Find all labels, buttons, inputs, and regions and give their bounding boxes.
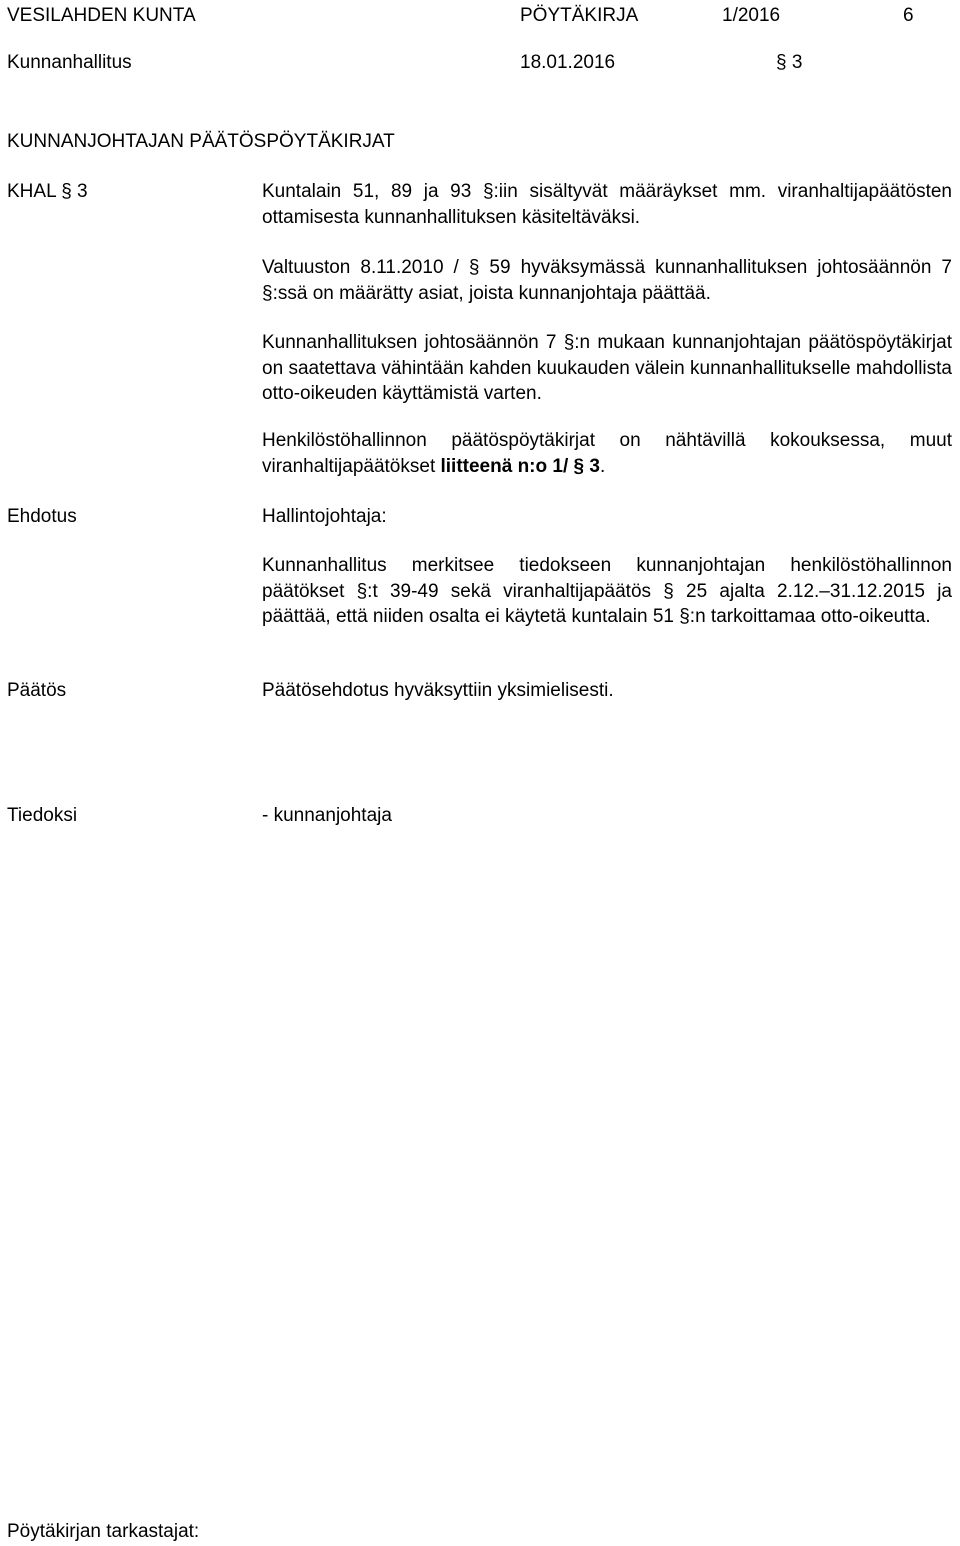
document-number: 1/2016 — [722, 5, 781, 26]
page-title: KUNNANJOHTAJAN PÄÄTÖSPÖYTÄKIRJAT — [7, 131, 395, 152]
paragraph-law-text: Kuntalain 51, 89 ja 93 §:iin sisältyvät määräykset mm. viranhaltijapäätösten ottamisesta kunnanhallituksen käsiteltäväksi. — [262, 181, 952, 228]
meeting-date: 18.01.2016 — [520, 52, 616, 73]
document-type: PÖYTÄKIRJA — [520, 5, 639, 26]
paragraph-council-text: Valtuuston 8.11.2010 / § 59 hyväksymässä kunnanhallituksen johtosäännön 7 §:ssä on määrätty asiat, joista kunnanjohtaja päättää. — [262, 257, 952, 304]
decision-label: Päätös — [7, 680, 67, 701]
paragraph-council — [262, 255, 952, 306]
municipality-name: VESILAHDEN KUNTA — [7, 5, 196, 26]
paragraph-law — [262, 179, 952, 230]
proposal-label: Ehdotus — [7, 506, 77, 527]
governing-body: Kunnanhallitus — [7, 52, 132, 73]
paragraph-hr — [262, 428, 952, 479]
paragraph-hr-text: Henkilöstöhallinnon päätöspöytäkirjat on nähtävillä kokouksessa, muut viranhaltijapäätökset — [262, 430, 952, 477]
decision-text: Päätösehdotus hyväksyttiin yksimielisesti. — [262, 680, 614, 701]
paragraph-bylaw — [262, 330, 952, 407]
footer-reviewers: Pöytäkirjan tarkastajat: — [7, 1521, 200, 1542]
proposal-text: Kunnanhallitus merkitsee tiedokseen kunnanjohtajan henkilöstöhallinnon päätökset §:t 39-49 sekä viranhaltijapäätös § 25 ajalta 2.12.–31.12.2015 ja päättää, että niiden osalta ei käytetä kuntalain 51 §:n tarkoittamaa otto-oikeutta. — [262, 555, 952, 627]
proposal-text-block — [262, 553, 952, 630]
info-label: Tiedoksi — [7, 805, 78, 826]
paragraph-hr-end: . — [599, 455, 606, 477]
section-number: § 3 — [776, 52, 803, 73]
attachment-reference: liitteenä n:o 1/ § 3 — [440, 455, 600, 477]
section-label: KHAL § 3 — [7, 181, 88, 202]
paragraph-bylaw-text: Kunnanhallituksen johtosäännön 7 §:n mukaan kunnanjohtajan päätöspöytäkirjat on saatettava vähintään kahden kuukauden välein kunnanhallitukselle mahdollista otto-oikeuden käyttämistä varten. — [262, 332, 952, 404]
page-number: 6 — [903, 5, 914, 26]
proposer-label: Hallintojohtaja: — [262, 506, 387, 527]
info-recipient: - kunnanjohtaja — [262, 805, 392, 826]
